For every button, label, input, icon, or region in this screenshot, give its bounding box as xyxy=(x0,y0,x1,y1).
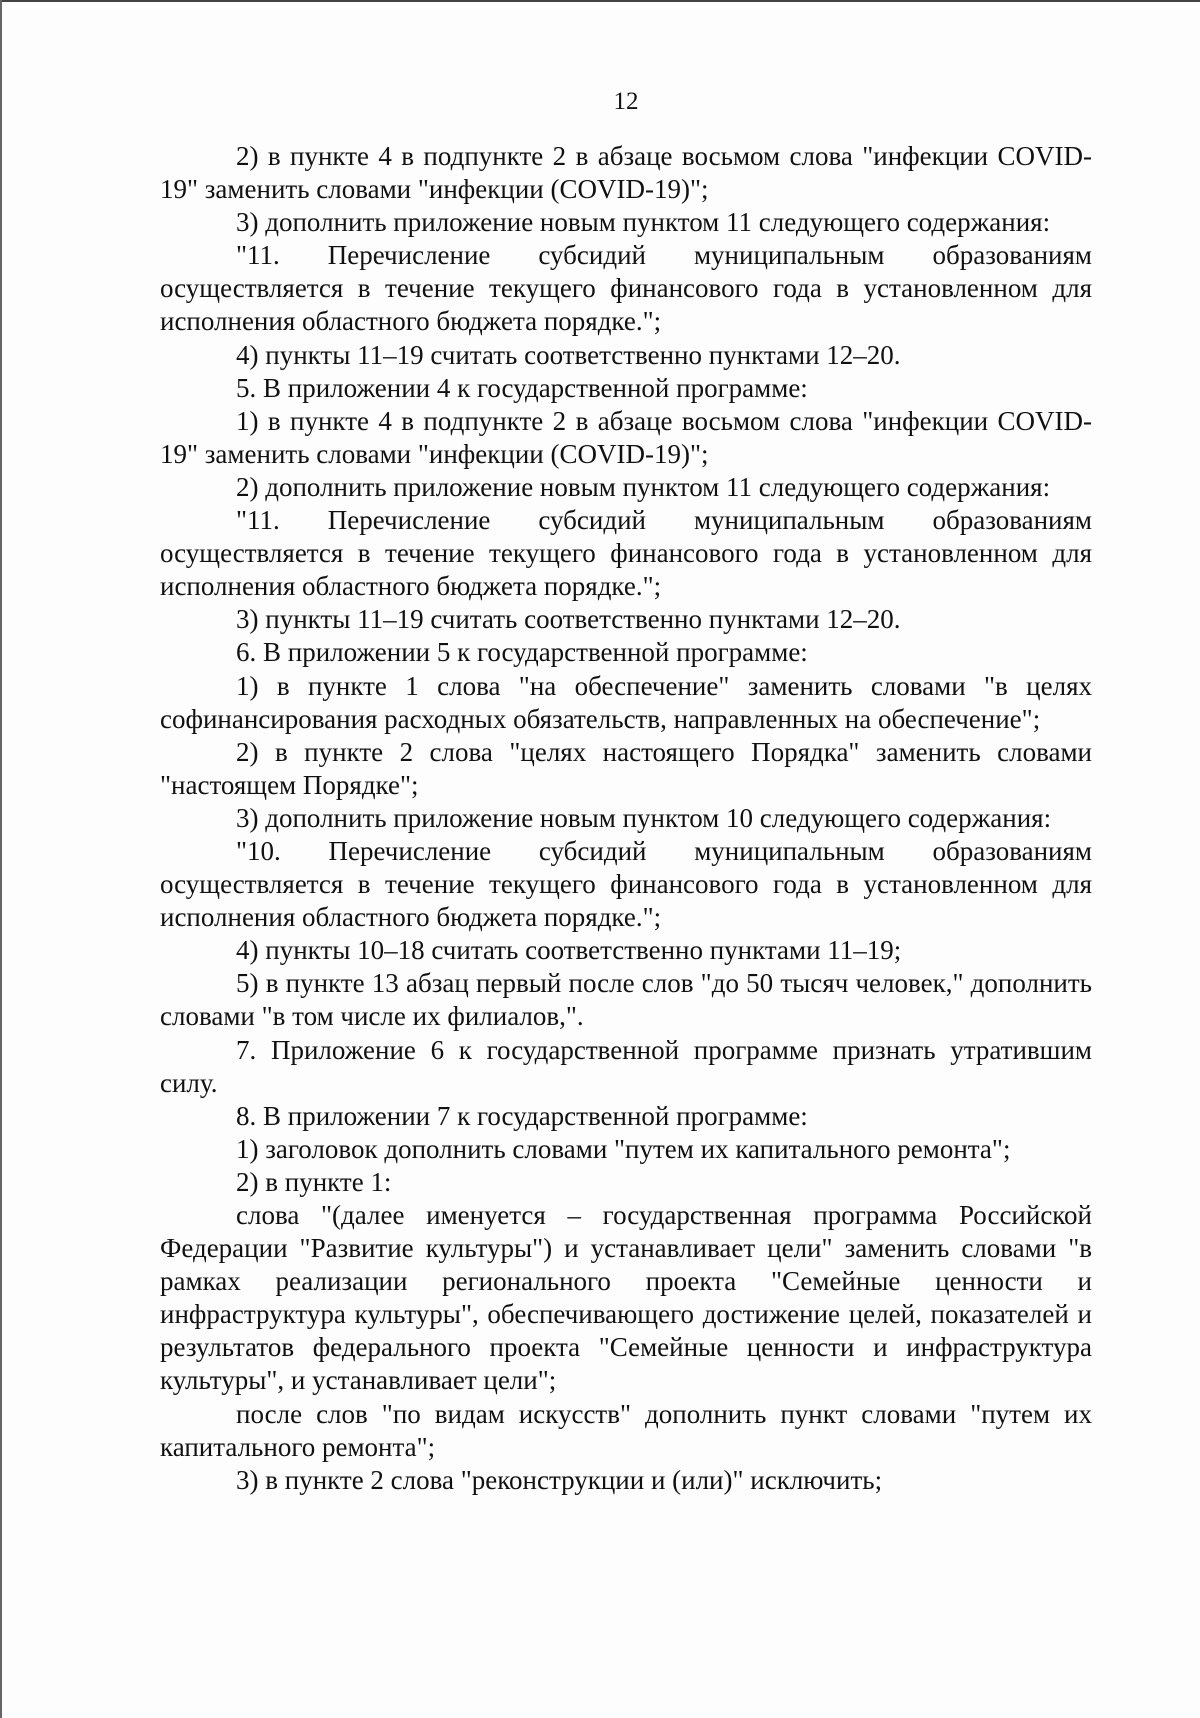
paragraph: 1) заголовок дополнить словами "путем их капитального ремонта"; xyxy=(236,1133,1011,1164)
paragraph: 1) в пункте 4 в подпункте 2 в абзаце восьмом слова "инфекции COVID-19" заменить словами "инфекции (COVID-19)"; xyxy=(160,405,1092,469)
paragraph: 2) в пункте 2 слова "целях настоящего Порядка" заменить словами "настоящем Порядке"; xyxy=(160,736,1092,800)
paragraph: 5) в пункте 13 абзац первый после слов "до 50 тысяч человек," дополнить словами "в том числе их филиалов,". xyxy=(160,968,1092,1032)
paragraph: 7. Приложение 6 к государственной программе признать утратившим силу. xyxy=(160,1034,1092,1098)
paragraph: 8. В приложении 7 к государственной программе: xyxy=(236,1100,808,1131)
paragraph: 5. В приложении 4 к государственной программе: xyxy=(236,372,808,403)
paragraph: 3) пункты 11–19 считать соответственно пунктами 12–20. xyxy=(236,604,901,635)
paragraph: после слов "по видам искусств" дополнить пункт словами "путем их капитального ремонта"; xyxy=(160,1398,1092,1462)
paragraph: 3) дополнить приложение новым пунктом 10 следующего содержания: xyxy=(236,802,1052,833)
paragraph: 2) дополнить приложение новым пунктом 11 следующего содержания: xyxy=(236,471,1051,502)
paragraph: "11. Перечисление субсидий муниципальным образованиям осуществляется в течение текущего финансового года в установленном для исполнения областного бюджета порядке."; xyxy=(160,505,1092,602)
paragraph: слова "(далее именуется – государственная программа Российской Федерации "Развитие культуры") и устанавливает цели" заменить словами "в рамках реализации регионального проекта "Семейные ценности и инфраструктура культуры", обеспечивающего достижение целей, показателей и результатов федерального проекта "Семейные ценности и инфраструктура культуры", и устанавливает цели"; xyxy=(160,1200,1092,1396)
paragraph: 1) в пункте 1 слова "на обеспечение" заменить словами "в целях софинансирования расходных обязательств, направленных на обеспечение"; xyxy=(160,670,1092,734)
paragraph: 4) пункты 11–19 считать соответственно пунктами 12–20. xyxy=(236,339,901,370)
paragraph: 3) в пункте 2 слова "реконструкции и (или)" исключить; xyxy=(236,1464,883,1495)
paragraph: 2) в пункте 4 в подпункте 2 в абзаце восьмом слова "инфекции COVID-19" заменить словами "инфекции (COVID-19)"; xyxy=(160,141,1092,205)
scan-edge-left xyxy=(0,0,2,1718)
paragraph: 3) дополнить приложение новым пунктом 11 следующего содержания: xyxy=(236,207,1051,238)
paragraph: "11. Перечисление субсидий муниципальным образованиям осуществляется в течение текущего финансового года в установленном для исполнения областного бюджета порядке."; xyxy=(160,240,1092,337)
paragraph: 4) пункты 10–18 считать соответственно пунктами 11–19; xyxy=(236,935,902,966)
paragraph: 6. В приложении 5 к государственной программе: xyxy=(236,637,808,668)
scan-edge-top xyxy=(0,0,1200,2)
document-body xyxy=(160,140,1092,1497)
paragraph: "10. Перечисление субсидий муниципальным образованиям осуществляется в течение текущего финансового года в установленном для исполнения областного бюджета порядке."; xyxy=(160,835,1092,933)
paragraph: 2) в пункте 1: xyxy=(236,1166,392,1197)
page-number: 12 xyxy=(613,88,639,115)
